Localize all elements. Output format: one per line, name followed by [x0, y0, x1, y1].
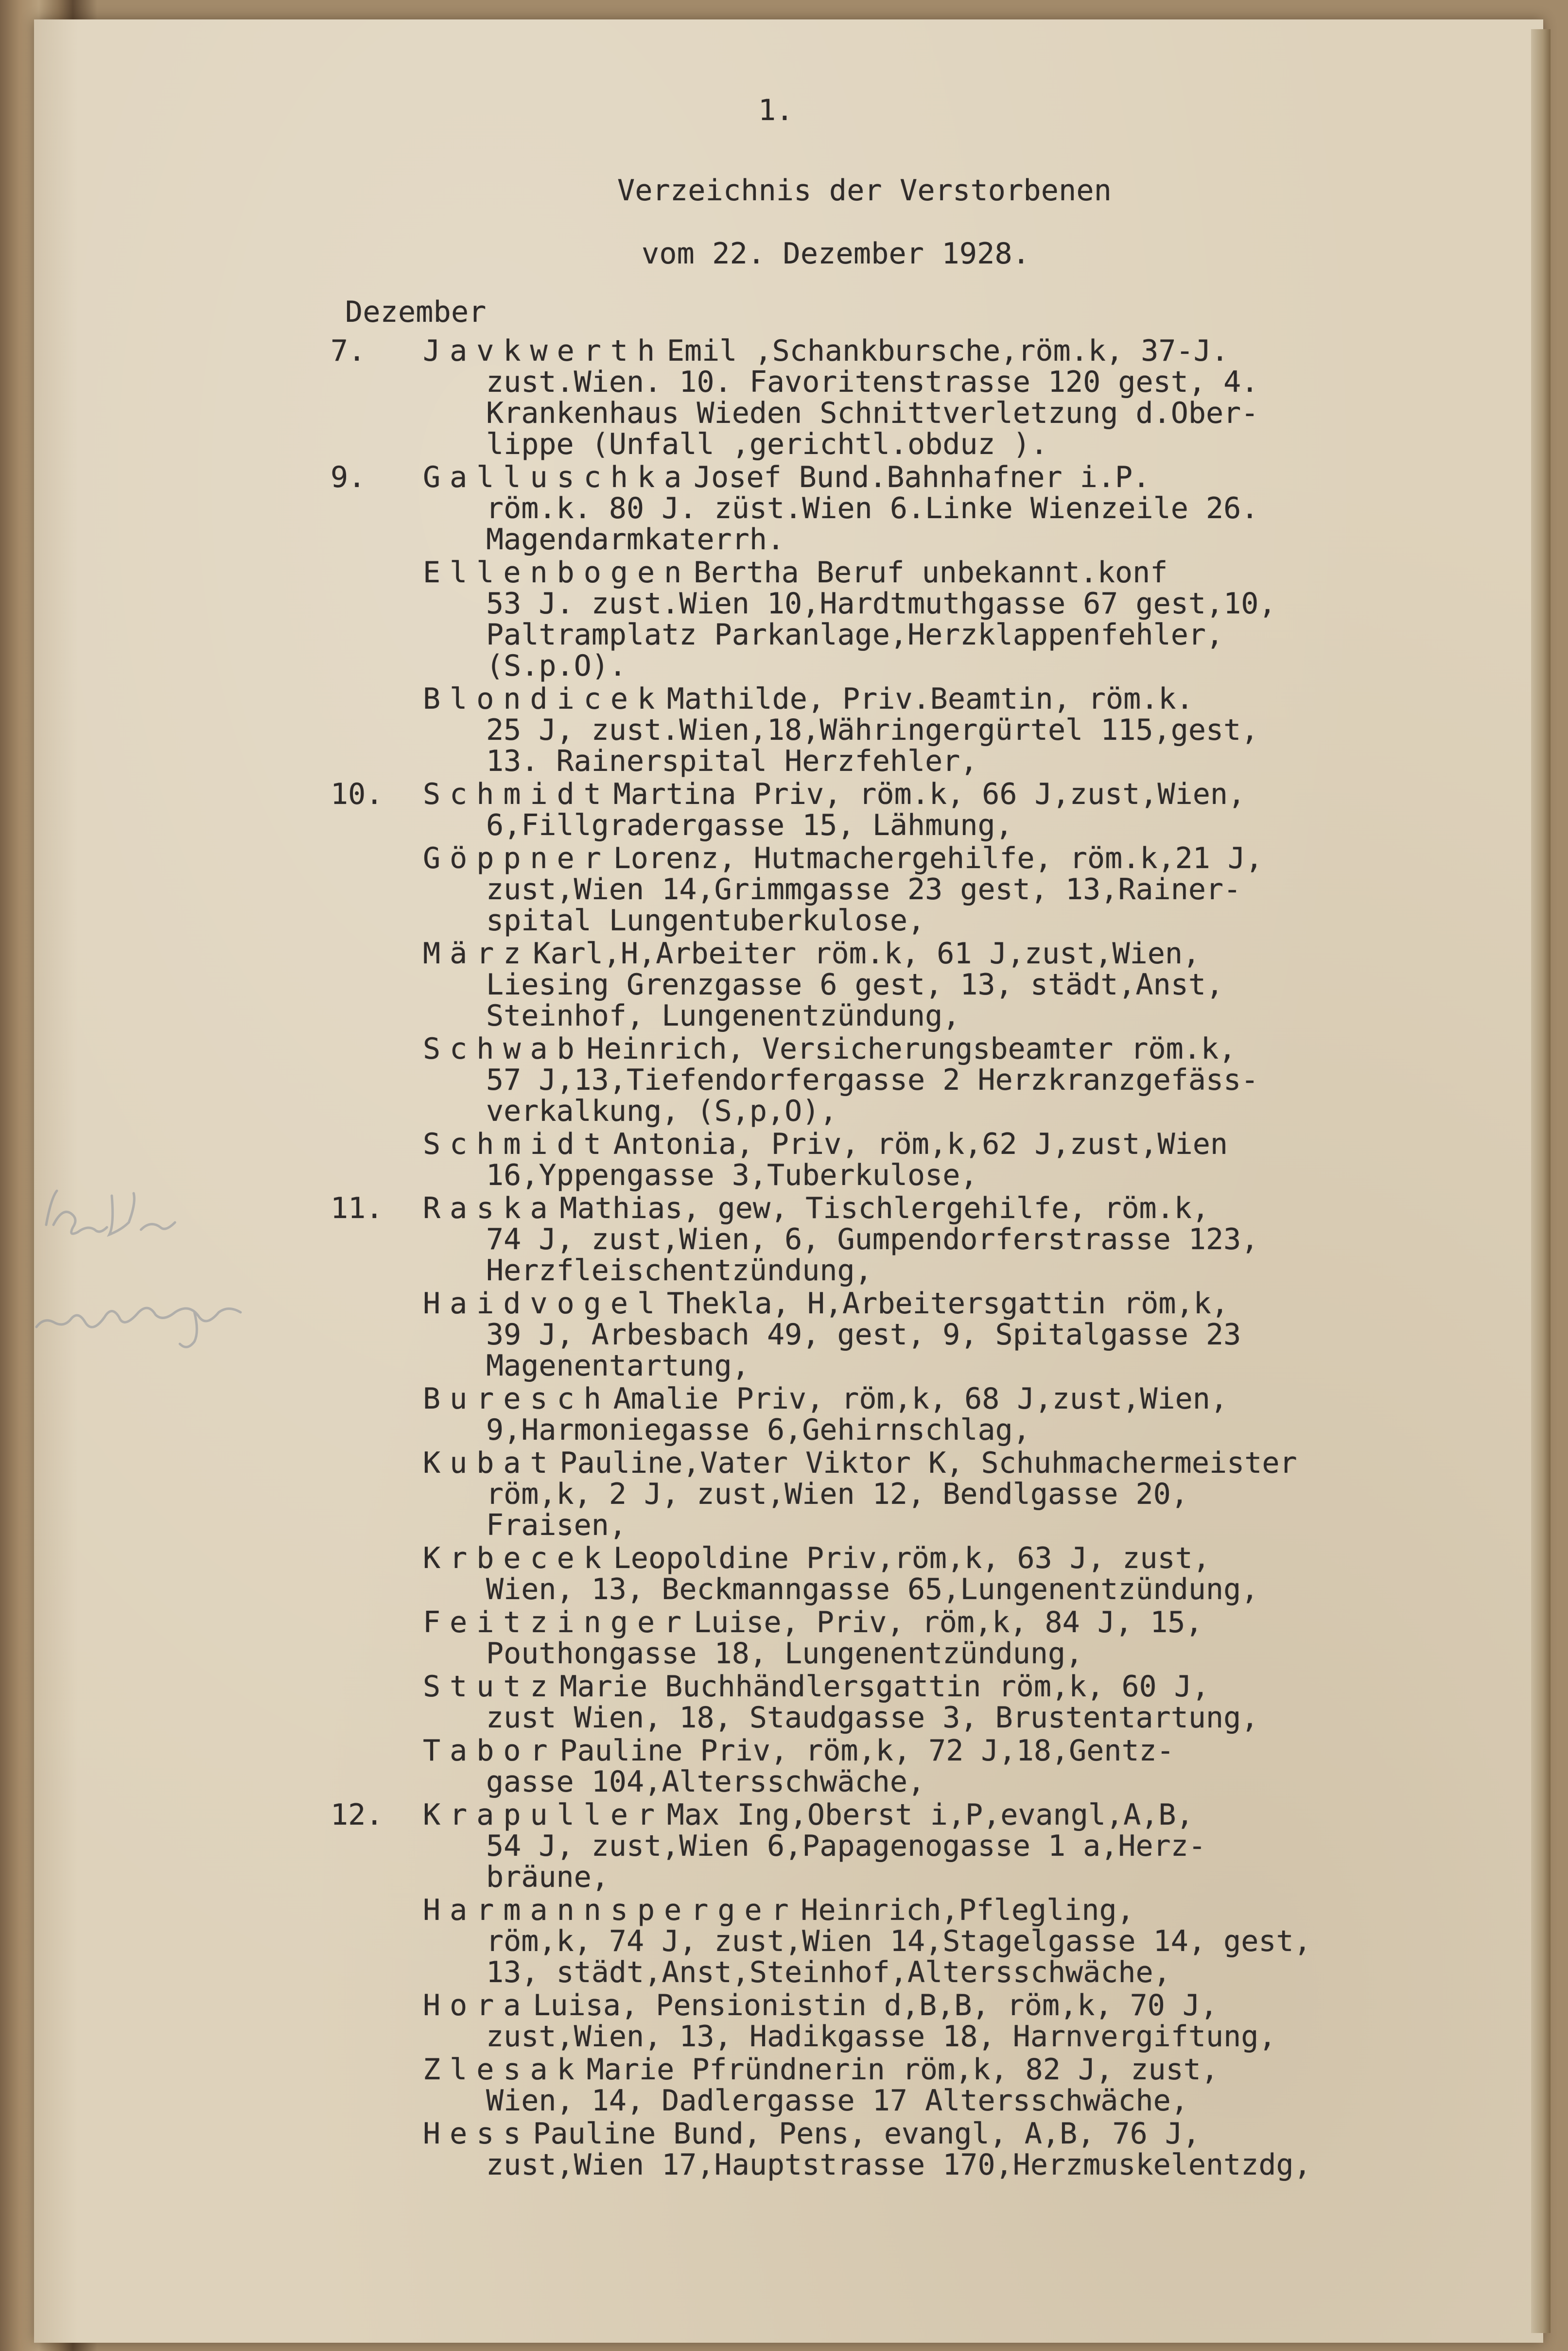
entry-surname: Schmidt — [423, 1127, 610, 1161]
entry-surname: Blondicek — [423, 682, 664, 716]
entry-surname: Krapuller — [423, 1798, 664, 1832]
entry-continuation-line: Magendarmkaterrh. — [486, 522, 785, 557]
entry-continuation-line: 13, städt,Anst,Steinhof,Altersschwäche, — [486, 1955, 1171, 1989]
entry-details: Martina Priv, röm.k, 66 J,zust,Wien, — [613, 777, 1246, 811]
entry-surname: Zlesak — [423, 2053, 584, 2087]
entry-details: Amalie Priv, röm,k, 68 J,zust,Wien, — [613, 1382, 1228, 1416]
entry-surname: Schwab — [423, 1032, 584, 1066]
entry-continuation-line: Paltramplatz Parkanlage,Herzklappenfehler, — [486, 618, 1224, 652]
month-heading: Dezember — [345, 295, 487, 329]
entry-details: Josef Bund.Bahnhafner i.P. — [694, 460, 1150, 494]
entry-continuation-line: Wien, 13, Beckmanngasse 65,Lungenentzündung, — [486, 1572, 1259, 1606]
entry-continuation-line: spital Lungentuberkulose, — [486, 904, 925, 938]
entry-surname: Buresch — [423, 1382, 610, 1416]
entry-surname: Hora — [423, 1988, 530, 2022]
page-number: 1. — [758, 93, 794, 127]
entry-surname: Ellenbogen — [423, 556, 691, 590]
entry-surname: Kubat — [423, 1446, 557, 1480]
entry-continuation-line: (S.p.O). — [486, 649, 627, 683]
entry-details: Emil ,Schankbursche,röm.k, 37-J. — [666, 334, 1229, 368]
entry-details: Karl,H,Arbeiter röm.k, 61 J,zust,Wien, — [533, 937, 1201, 971]
entry-details: Heinrich, Versicherungsbeamter röm.k, — [586, 1032, 1237, 1066]
entry-continuation-line: lippe (Unfall ,gerichtl.obduz ). — [486, 427, 1048, 461]
entry-continuation-line: röm,k, 74 J, zust,Wien 14,Stagelgasse 14, gest, — [486, 1924, 1311, 1958]
entry-continuation-line: Liesing Grenzgasse 6 gest, 13, städt,Anst, — [486, 968, 1224, 1002]
entry-continuation-line: 54 J, zust,Wien 6,Papagenogasse 1 a,Herz- — [486, 1829, 1206, 1863]
entry-continuation-line: 16,Yppengasse 3,Tuberkulose, — [486, 1158, 978, 1192]
entry-continuation-line: zust,Wien 14,Grimmgasse 23 gest, 13,Rainer- — [486, 872, 1241, 906]
entry-day: 7. — [331, 334, 366, 368]
document-title: Verzeichnis der Verstorbenen — [617, 174, 1112, 208]
entry-continuation-line: röm,k, 2 J, zust,Wien 12, Bendlgasse 20, — [486, 1477, 1188, 1511]
entry-day: 11. — [331, 1191, 383, 1225]
entry-surname: Göppner — [423, 841, 610, 875]
entry-surname: Hess — [423, 2117, 530, 2151]
entry-details: Bertha Beruf unbekannt.konf — [694, 556, 1168, 590]
entry-details: Pauline,Vater Viktor K, Schuhmachermeister — [559, 1446, 1297, 1480]
entry-continuation-line: bräune, — [486, 1860, 609, 1894]
entry-surname: Krbecek — [423, 1541, 610, 1575]
entry-surname: Stutz — [423, 1670, 557, 1704]
entry-details: Leopoldine Priv,röm,k, 63 J, zust, — [613, 1541, 1210, 1575]
entry-continuation-line: Wien, 14, Dadlergasse 17 Altersschwäche, — [486, 2084, 1188, 2118]
entry-surname: Galluschka — [423, 460, 691, 494]
entry-continuation-line: Pouthongasse 18, Lungenentzündung, — [486, 1637, 1083, 1671]
entry-continuation-line: 13. Rainerspital Herzfehler, — [486, 744, 978, 778]
pencil-margin-note — [0, 1167, 340, 1371]
entry-details: Max Ing,Oberst i,P,evangl,A,B, — [666, 1798, 1194, 1832]
entry-details: Antonia, Priv, röm,k,62 J,zust,Wien — [613, 1127, 1228, 1161]
entry-surname: Haidvogel — [423, 1287, 664, 1321]
entry-surname: Tabor — [423, 1734, 557, 1768]
entry-continuation-line: 6,Fillgradergasse 15, Lähmung, — [486, 808, 1013, 842]
entry-continuation-line: Fraisen, — [486, 1508, 627, 1542]
entry-surname: März — [423, 937, 530, 971]
entry-details: Luise, Priv, röm,k, 84 J, 15, — [694, 1605, 1203, 1639]
entry-continuation-line: gasse 104,Altersschwäche, — [486, 1765, 925, 1799]
entry-details: Marie Pfründnerin röm,k, 82 J, zust, — [586, 2053, 1219, 2087]
entry-continuation-line: verkalkung, (S,p,O), — [486, 1094, 837, 1128]
entry-surname: Schmidt — [423, 777, 610, 811]
entry-continuation-line: Magenentartung, — [486, 1349, 749, 1383]
entry-continuation-line: zust Wien, 18, Staudgasse 3, Brustentartung, — [486, 1701, 1259, 1735]
entry-surname: Harmannsperger — [423, 1893, 798, 1927]
entry-surname: Javkwerth — [423, 334, 664, 368]
entry-continuation-line: Herzfleischentzündung, — [486, 1254, 872, 1288]
entry-surname: Feitzinger — [423, 1605, 691, 1639]
entry-details: Heinrich,Pflegling, — [801, 1893, 1134, 1927]
entry-details: Marie Buchhändlersgattin röm,k, 60 J, — [559, 1670, 1210, 1704]
entry-continuation-line: Steinhof, Lungenentzündung, — [486, 999, 960, 1033]
entry-continuation-line: 9,Harmoniegasse 6,Gehirnschlag, — [486, 1413, 1030, 1447]
entry-details: Thekla, H,Arbeitersgattin röm,k, — [666, 1287, 1229, 1321]
entry-continuation-line: 53 J. zust.Wien 10,Hardtmuthgasse 67 gest,10, — [486, 587, 1276, 621]
entry-continuation-line: 25 J, zust.Wien,18,Währingergürtel 115,gest, — [486, 713, 1259, 747]
entry-continuation-line: 74 J, zust,Wien, 6, Gumpendorferstrasse 123, — [486, 1222, 1259, 1256]
entry-details: Mathilde, Priv.Beamtin, röm.k. — [666, 682, 1194, 716]
entry-continuation-line: röm.k. 80 J. züst.Wien 6.Linke Wienzeile 26. — [486, 491, 1259, 525]
page-edge — [1531, 29, 1551, 2333]
entry-continuation-line: zust,Wien 17,Hauptstrasse 170,Herzmuskelentzdg, — [486, 2148, 1311, 2182]
entry-continuation-line: zust,Wien, 13, Hadikgasse 18, Harnvergiftung, — [486, 2020, 1276, 2054]
entry-day: 9. — [331, 460, 366, 494]
entry-continuation-line: 39 J, Arbesbach 49, gest, 9, Spitalgasse 23 — [486, 1318, 1241, 1352]
entry-details: Luisa, Pensionistin d,B,B, röm,k, 70 J, — [533, 1988, 1218, 2022]
document-date: vom 22. Dezember 1928. — [642, 237, 1030, 271]
entry-day: 12. — [331, 1798, 383, 1832]
entry-continuation-line: 57 J,13,Tiefendorfergasse 2 Herzkranzgefäss- — [486, 1063, 1259, 1097]
entry-continuation-line: Krankenhaus Wieden Schnittverletzung d.Ober- — [486, 396, 1259, 430]
entry-surname: Raska — [423, 1191, 557, 1225]
entry-details: Pauline Bund, Pens, evangl, A,B, 76 J, — [533, 2117, 1201, 2151]
entry-continuation-line: zust.Wien. 10. Favoritenstrasse 120 gest, 4. — [486, 365, 1259, 399]
entry-details: Mathias, gew, Tischlergehilfe, röm.k, — [559, 1191, 1210, 1225]
entry-details: Lorenz, Hutmachergehilfe, röm.k,21 J, — [613, 841, 1263, 875]
entry-details: Pauline Priv, röm,k, 72 J,18,Gentz- — [559, 1734, 1174, 1768]
entry-day: 10. — [331, 777, 383, 811]
